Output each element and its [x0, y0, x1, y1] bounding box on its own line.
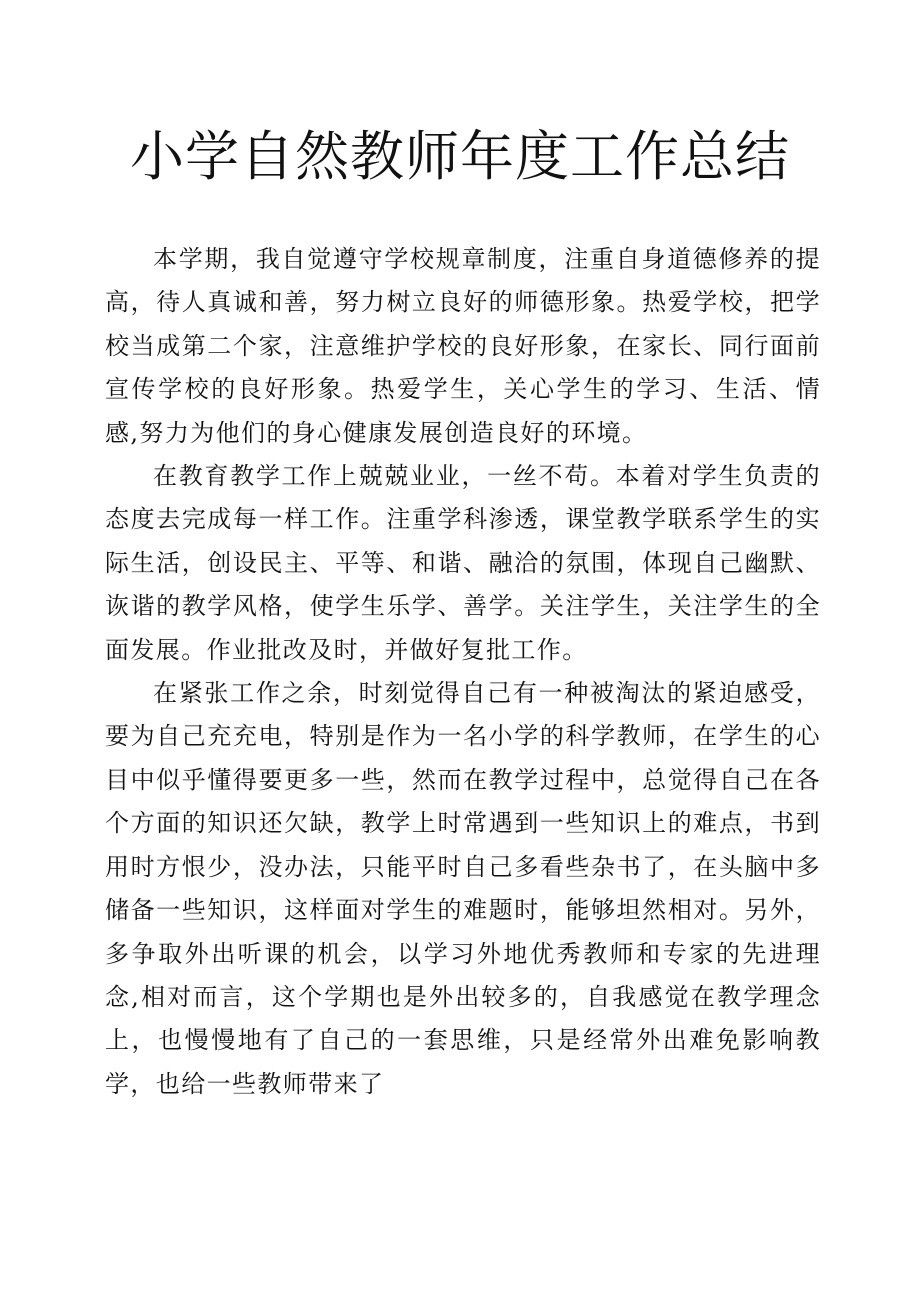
paragraph-3: 在紧张工作之余，时刻觉得自己有一种被淘汰的紧迫感受，要为自己充充电，特别是作为一名小学的科学教师，在学生的心目中似乎懂得要更多一些，然而在教学过程中，总觉得自己在各个方面的知识还欠缺，教学上时常遇到一些知识上的难点，书到用时方恨少，没办法，只能平时自己多看些杂书了，在头脑中多储备一些知识，这样面对学生的难题时，能够坦然相对。另外，多争取外出听课的机会，以学习外地优秀教师和专家的先进理念,相对而言，这个学期也是外出较多的，自我感觉在教学理念上，也慢慢地有了自己的一套思维，只是经常外出难免影响教学，也给一些教师带来了	[105, 679, 821, 1098]
paragraph-1: 本学期，我自觉遵守学校规章制度，注重自身道德修养的提高，待人真诚和善，努力树立良好的师德形象。热爱学校，把学校当成第二个家，注意维护学校的良好形象，在家长、同行面前宣传学校的良好形象。热爱学生，关心学生的学习、生活、情感,努力为他们的身心健康发展创造良好的环境。	[105, 245, 821, 447]
document-body	[105, 238, 821, 1106]
paragraph-2: 在教育教学工作上兢兢业业，一丝不苟。本着对学生负责的态度去完成每一样工作。注重学科渗透，课堂教学联系学生的实际生活，创设民主、平等、和谐、融洽的氛围，体现自己幽默、诙谐的教学风格，使学生乐学、善学。关注学生，关注学生的全面发展。作业批改及时，并做好复批工作。	[105, 462, 821, 664]
document-title: 小学自然教师年度工作总结	[130, 125, 790, 188]
